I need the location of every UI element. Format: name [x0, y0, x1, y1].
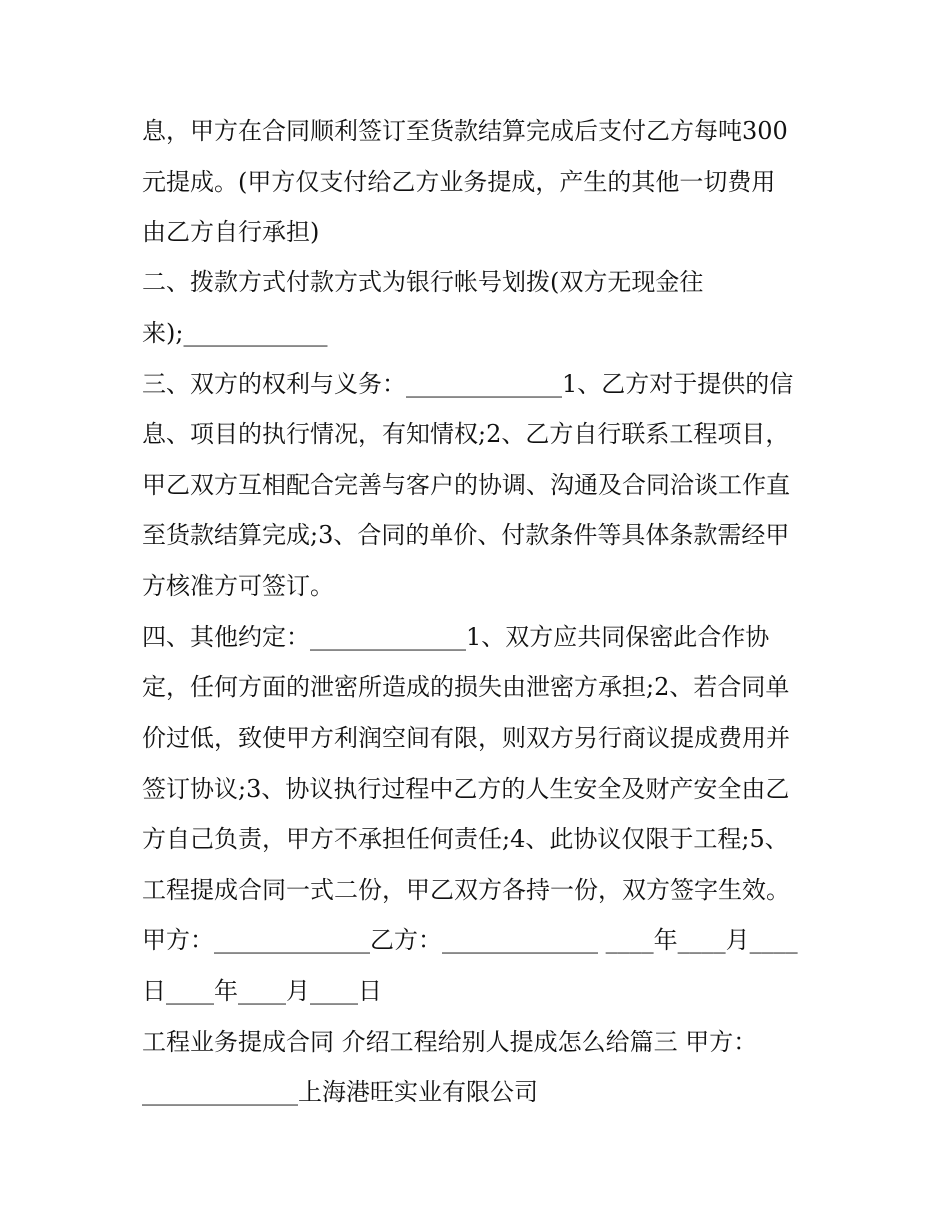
text-line: 方核准方可签订。 [142, 572, 334, 600]
text-line: 元提成。(甲方仅支付给乙方业务提成，产生的其他一切费用 [142, 168, 776, 196]
text-line: 工程提成合同一式二份，甲乙双方各持一份，双方签字生效。 [142, 876, 790, 904]
text-line: 四、其他约定：_____________1、双方应共同保密此合作协 [142, 623, 770, 651]
date-line: 日____年____月____日 [142, 977, 382, 1005]
text-line: 三、双方的权利与义务：_____________1、乙方对于提供的信 [142, 370, 794, 398]
text-line: 定，任何方面的泄密所造成的损失由泄密方承担;2、若合同单 [142, 673, 790, 701]
text-line: 方自己负责，甲方不承担任何责任;4、此协议仅限于工程;5、 [142, 825, 789, 853]
text-line: 由乙方自行承担) [142, 218, 320, 246]
text-line: 至货款结算完成;3、合同的单价、付款条件等具体条款需经甲 [142, 521, 790, 549]
text-line: 二、拨款方式付款方式为银行帐号划拨(双方无现金往 [142, 268, 704, 296]
text-line: 甲乙双方互相配合完善与客户的协调、沟通及合同洽谈工作直 [142, 471, 790, 499]
signature-line: 甲方：_____________乙方：_____________ ____年____月____ [142, 926, 798, 954]
text-line: 签订协议;3、协议执行过程中乙方的人生安全及财产安全由乙 [142, 775, 790, 803]
text-line: 息、项目的执行情况，有知情权;2、乙方自行联系工程项目， [142, 420, 790, 448]
section-heading: 工程业务提成合同 介绍工程给别人提成怎么给篇三 甲方： [142, 1028, 758, 1056]
company-line: _____________上海港旺实业有限公司 [142, 1078, 538, 1106]
text-line: 价过低，致使甲方利润空间有限，则双方另行商议提成费用并 [142, 724, 790, 752]
text-line: 息，甲方在合同顺利签订至货款结算完成后支付乙方每吨300 [142, 117, 788, 145]
text-line: 来);____________ [142, 319, 328, 347]
